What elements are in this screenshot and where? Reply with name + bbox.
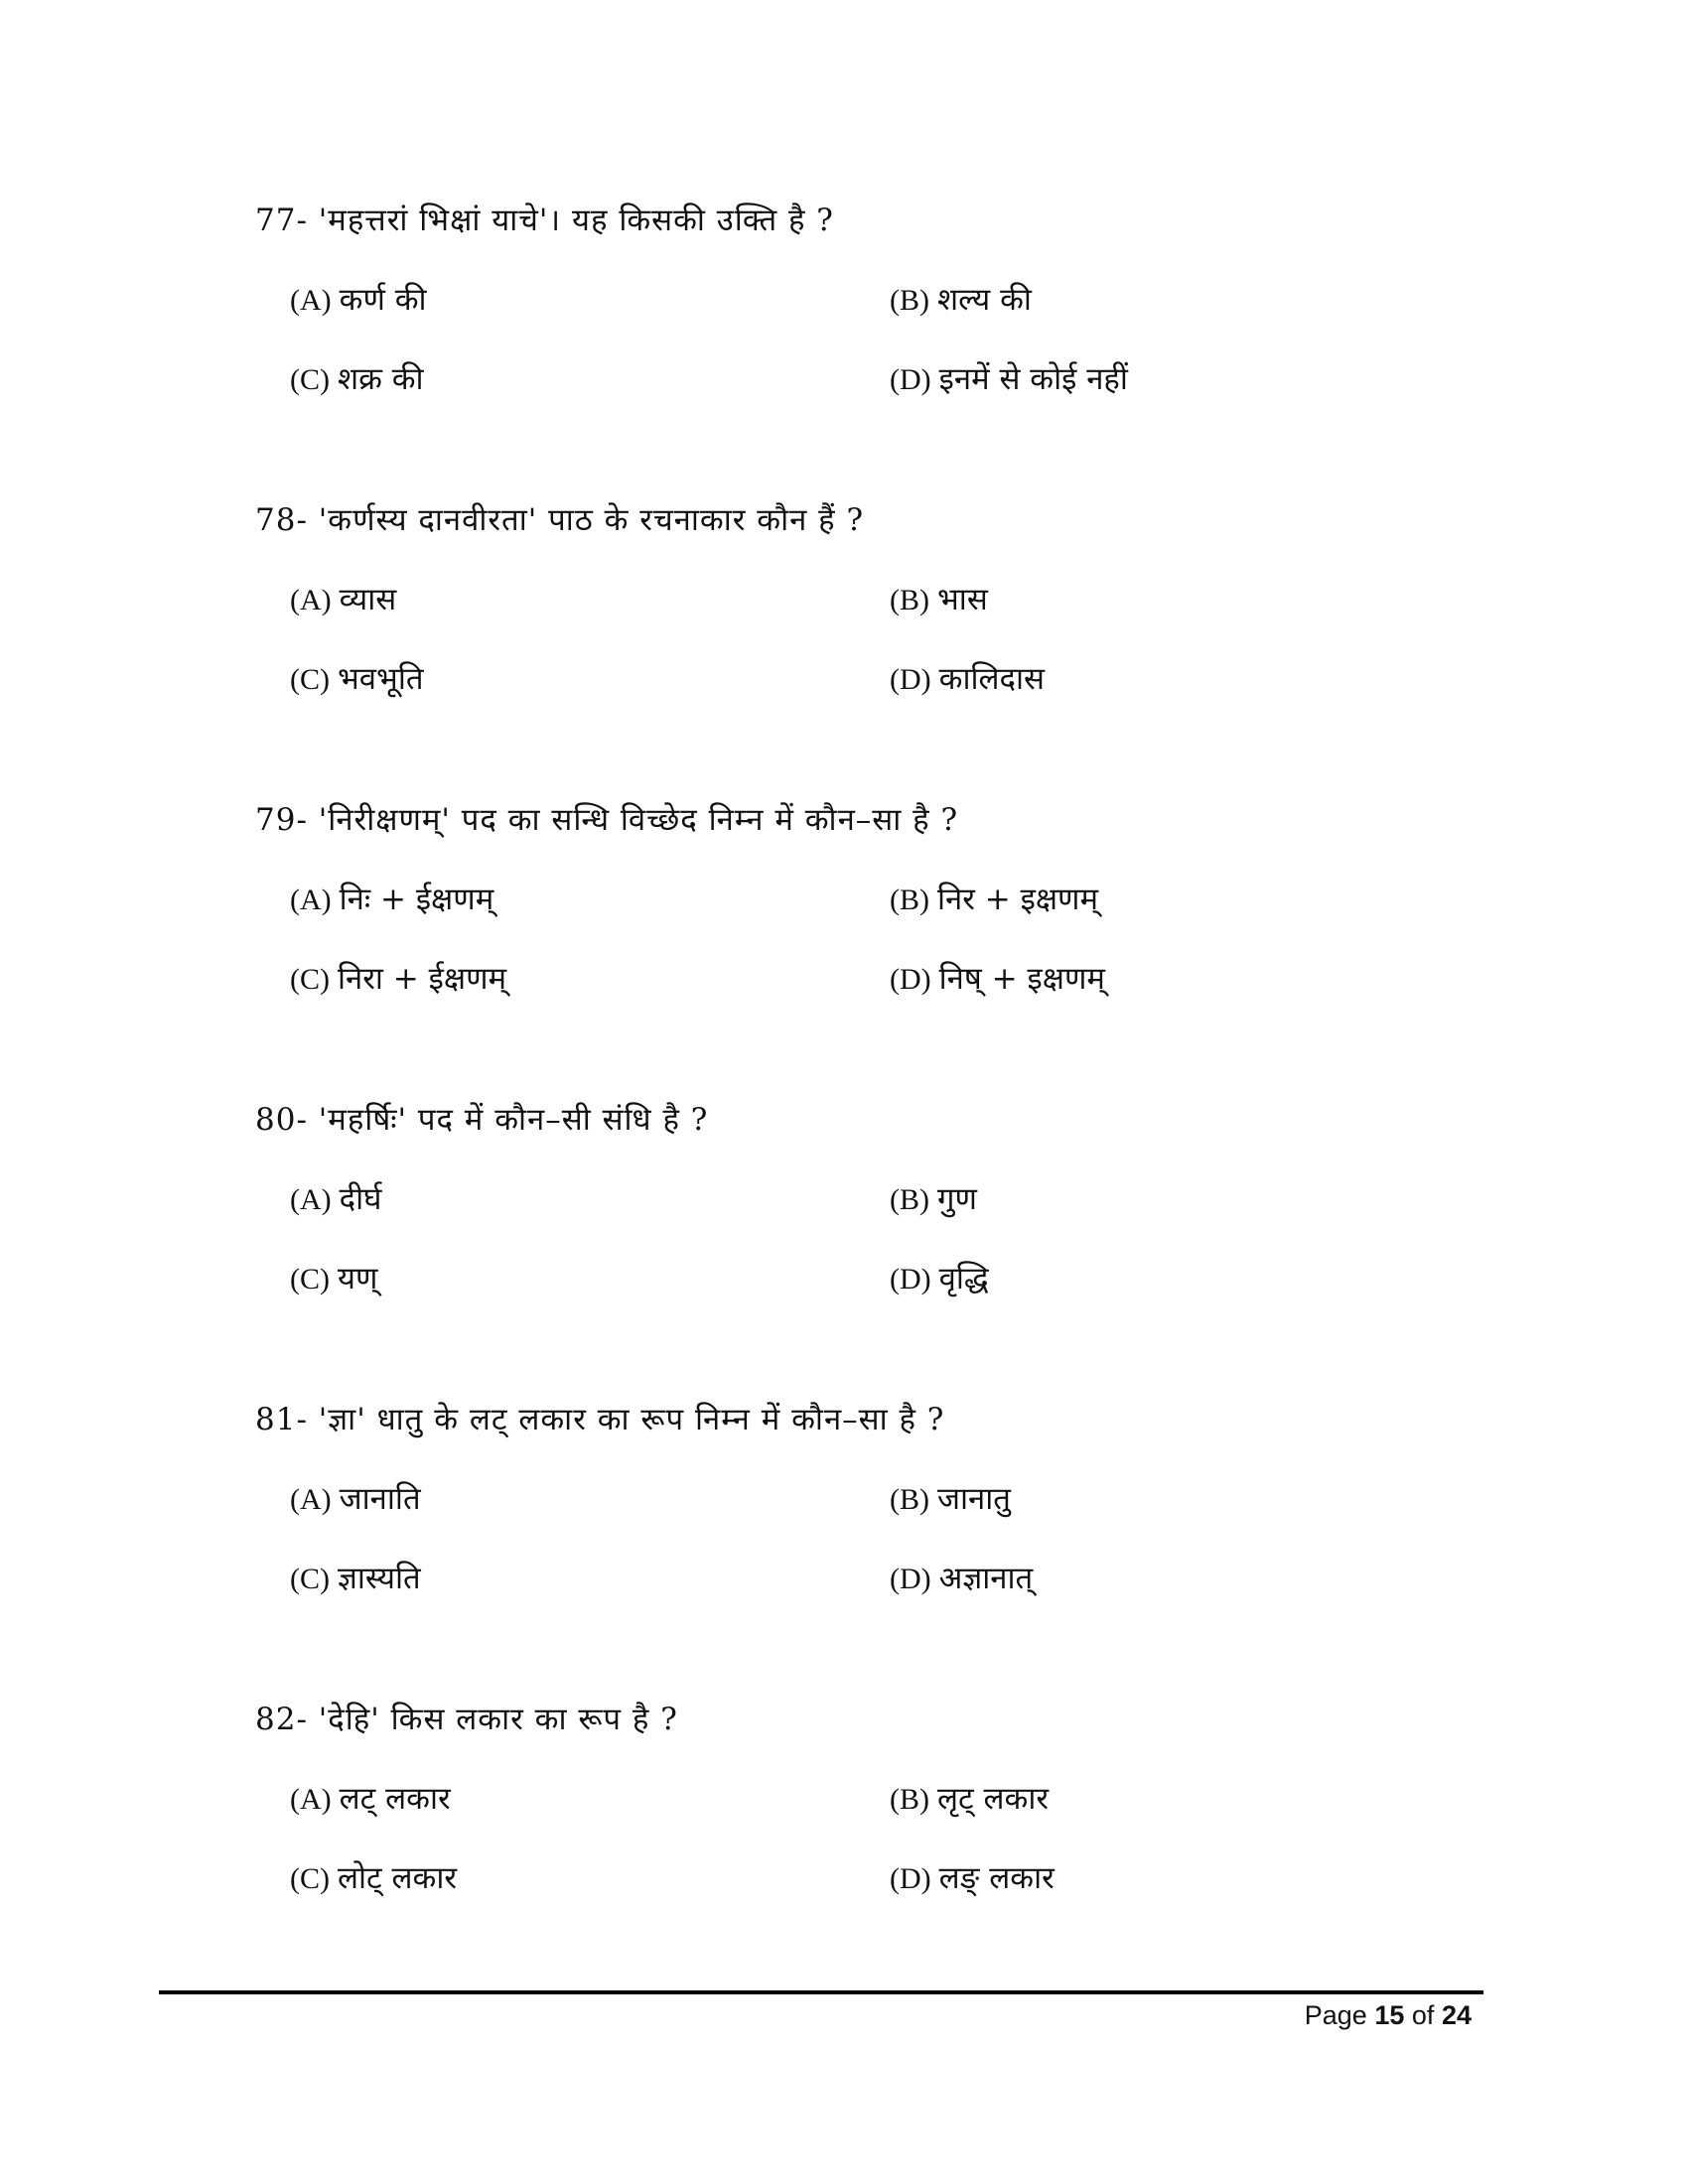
answer-option xyxy=(290,580,396,620)
option-label: (A) xyxy=(290,1783,332,1816)
option-label: (C) xyxy=(290,663,330,696)
page-number xyxy=(1305,2000,1472,2031)
answer-option xyxy=(890,1779,1049,1820)
answer-option xyxy=(890,659,1045,700)
option-label: (B) xyxy=(890,884,929,916)
answer-option xyxy=(890,1559,1033,1599)
answer-option xyxy=(890,1259,989,1299)
answer-option xyxy=(890,580,988,620)
option-text: जानातु xyxy=(937,1481,1011,1517)
question-text: 79- 'निरीक्षणम्' पद का सन्धि विच्छेद निम्न में कौन–सा है ? xyxy=(255,802,959,838)
option-text: कालिदास xyxy=(938,661,1045,697)
option-text: लट् लकार xyxy=(339,1781,451,1817)
option-text: शक्र की xyxy=(338,361,424,397)
footer-divider xyxy=(159,1990,1483,1994)
option-label: (D) xyxy=(890,1263,931,1296)
answer-option xyxy=(290,1559,421,1599)
option-text: यण् xyxy=(338,1261,378,1297)
current-page: 15 xyxy=(1374,2000,1405,2030)
of-word: of xyxy=(1411,2000,1435,2030)
answer-option xyxy=(290,1179,381,1220)
option-text: ज्ञास्यति xyxy=(338,1561,421,1596)
answer-option xyxy=(290,880,493,920)
answer-option xyxy=(890,959,1105,1000)
question-text: 82- 'देहि' किस लकार का रूप है ? xyxy=(255,1702,678,1737)
option-label: (A) xyxy=(290,584,332,616)
answer-option xyxy=(290,959,506,1000)
total-pages: 24 xyxy=(1441,2000,1472,2030)
option-label: (D) xyxy=(890,1862,931,1895)
answer-option xyxy=(290,659,424,700)
option-label: (A) xyxy=(290,284,332,317)
option-label: (B) xyxy=(890,1183,929,1216)
option-label: (C) xyxy=(290,363,330,396)
page-word: Page xyxy=(1304,2000,1367,2030)
option-text: कर्ण की xyxy=(339,282,427,318)
option-label: (A) xyxy=(290,1183,332,1216)
option-label: (B) xyxy=(890,584,929,616)
answer-option xyxy=(290,359,424,400)
option-text: इनमें से कोई नहीं xyxy=(938,361,1128,397)
question-text: 81- 'ज्ञा' धातु के लट् लकार का रूप निम्न में कौन–सा है ? xyxy=(255,1402,945,1437)
option-text: भास xyxy=(937,582,988,617)
answer-option xyxy=(890,359,1128,400)
option-label: (C) xyxy=(290,1563,330,1595)
option-text: दीर्घ xyxy=(339,1181,382,1217)
option-label: (D) xyxy=(890,663,931,696)
option-label: (B) xyxy=(890,1783,929,1816)
answer-option xyxy=(890,880,1098,920)
option-label: (C) xyxy=(290,1263,330,1296)
question-text: 77- 'महत्तरां भिक्षां याचे'। यह किसकी उक्ति है ? xyxy=(255,203,834,238)
option-label: (D) xyxy=(890,1563,931,1595)
option-text: निर + इक्षणम् xyxy=(937,882,1098,917)
option-label: (B) xyxy=(890,1483,929,1516)
answer-option xyxy=(890,1858,1055,1899)
option-label: (D) xyxy=(890,363,931,396)
option-label: (D) xyxy=(890,963,931,996)
option-text: अज्ञानात् xyxy=(938,1561,1034,1596)
answer-option xyxy=(290,1858,457,1899)
answer-option xyxy=(290,280,427,321)
option-text: वृद्धि xyxy=(938,1261,989,1297)
option-text: निरा + ईक्षणम् xyxy=(338,961,507,997)
option-text: शल्य की xyxy=(937,282,1032,318)
option-text: लङ् लकार xyxy=(938,1860,1055,1896)
option-text: व्यास xyxy=(339,582,397,617)
option-text: गुण xyxy=(937,1181,977,1217)
option-label: (C) xyxy=(290,1862,330,1895)
answer-option xyxy=(890,1479,1011,1520)
answer-option xyxy=(290,1479,421,1520)
question-text: 78- 'कर्णस्य दानवीरता' पाठ के रचनाकार कौन हैं ? xyxy=(255,502,865,538)
option-text: निष् + इक्षणम् xyxy=(938,961,1105,997)
option-text: लोट् लकार xyxy=(338,1860,458,1896)
answer-option xyxy=(890,280,1032,321)
answer-option xyxy=(890,1179,977,1220)
option-label: (A) xyxy=(290,884,332,916)
option-label: (C) xyxy=(290,963,330,996)
option-label: (B) xyxy=(890,284,929,317)
answer-option xyxy=(290,1259,377,1299)
option-text: निः + ईक्षणम् xyxy=(339,882,494,917)
option-text: जानाति xyxy=(339,1481,421,1517)
question-text: 80- 'महर्षिः' पद में कौन–सी संधि है ? xyxy=(255,1102,709,1138)
option-label: (A) xyxy=(290,1483,332,1516)
option-text: भवभूति xyxy=(338,661,424,697)
answer-option xyxy=(290,1779,451,1820)
option-text: लृट् लकार xyxy=(937,1781,1050,1817)
